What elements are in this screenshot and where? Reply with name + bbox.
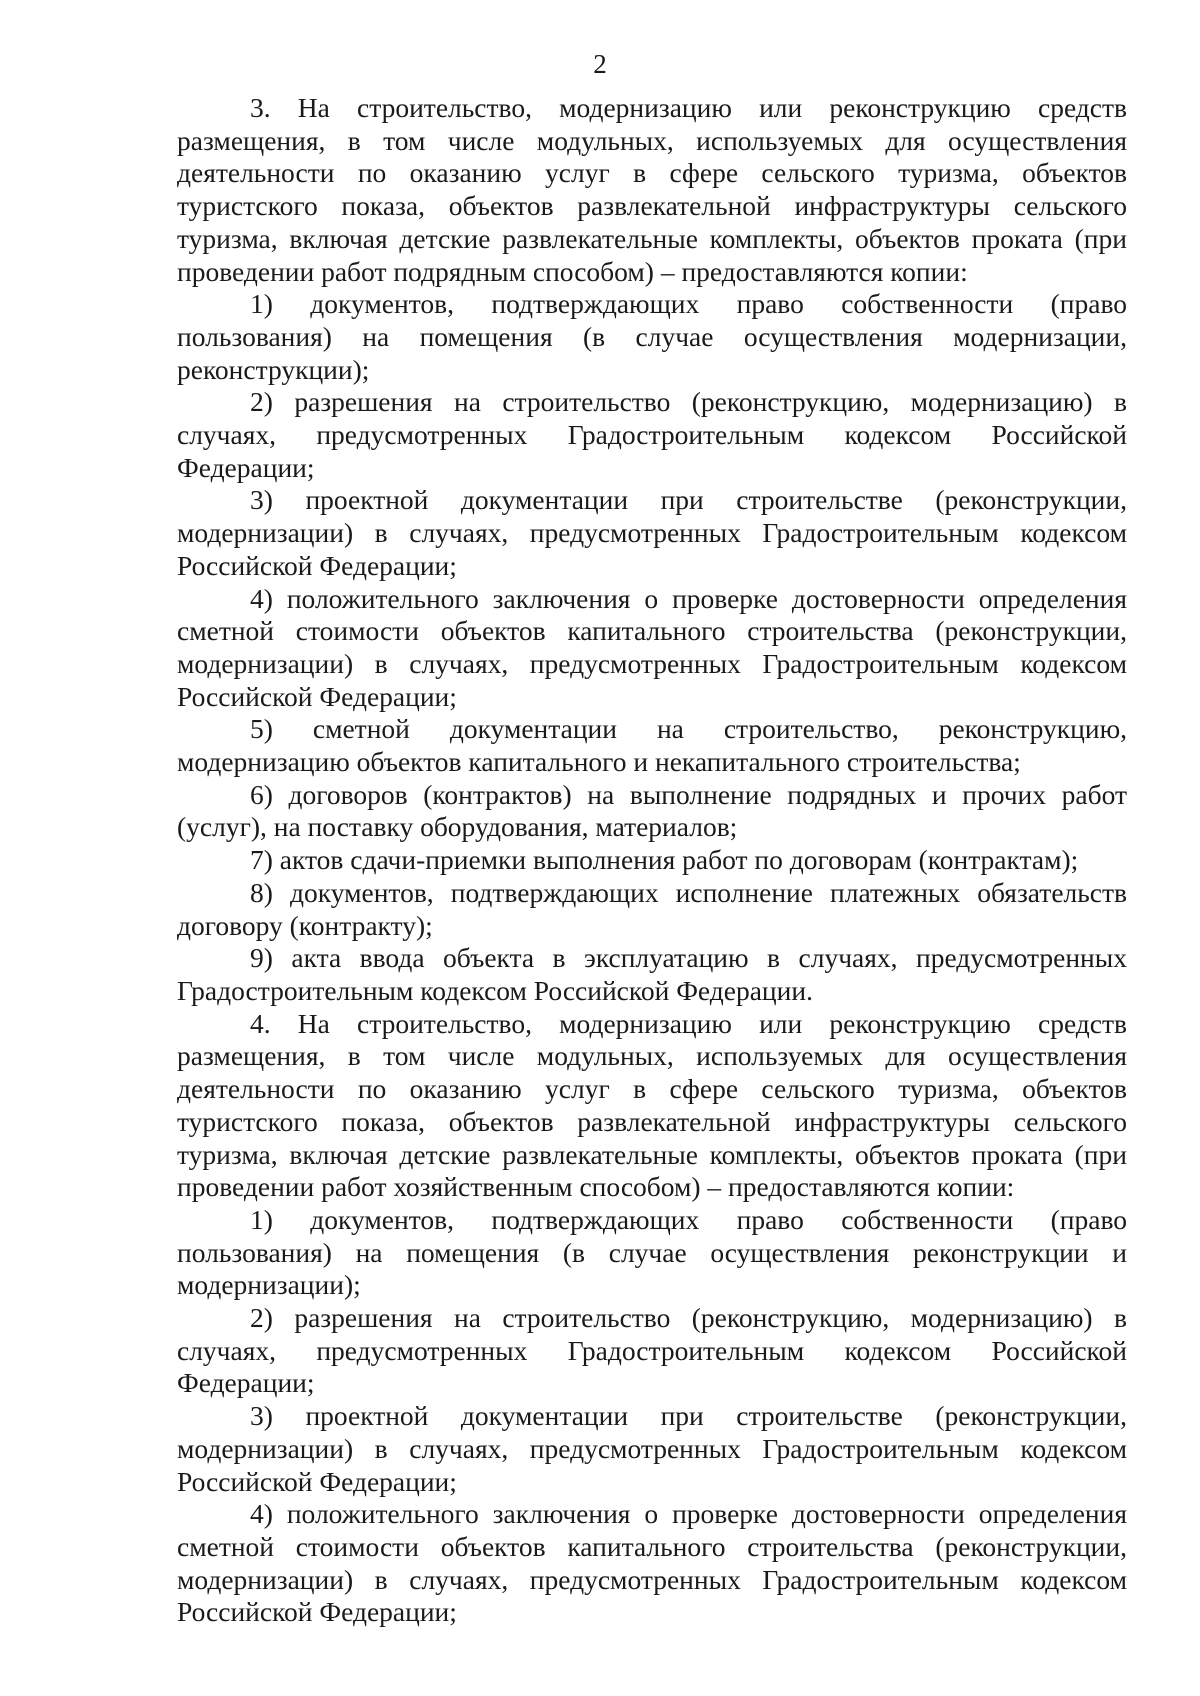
section-3-item-4: 4) положительного заключения о проверке достоверности определения сметной стоимости объектов капитального строительства (реконструкции, модернизации) в случаях, предусмотренных Градостроительным кодексом Российской Федерации; xyxy=(177,582,1127,712)
section-3-intro: 3. На строительство, модернизацию или реконструкцию средств размещения, в том числе модульных, используемых для осуществления деятельности по оказанию услуг в сфере сельского туризма, объектов туристского показа, объектов развлекательной инфраструктуры сельского туризма, включая детские развлекательные комплекты, объектов проката (при проведении работ подрядным способом) – предоставляются копии: xyxy=(177,92,1127,287)
section-4-intro: 4. На строительство, модернизацию или реконструкцию средств размещения, в том числе модульных, используемых для осуществления деятельности по оказанию услуг в сфере сельского туризма, объектов туристского показа, объектов развлекательной инфраструктуры сельского туризма, включая детские развлекательные комплекты, объектов проката (при проведении работ хозяйственным способом) – предоставляются копии: xyxy=(177,1007,1127,1203)
section-3-item-6: 6) договоров (контрактов) на выполнение подрядных и прочих работ (услуг), на поставку оборудования, материалов; xyxy=(177,778,1127,843)
section-3-item-2: 2) разрешения на строительство (реконструкцию, модернизацию) в случаях, предусмотренных Градостроительным кодексом Российской Федерации; xyxy=(177,386,1127,483)
section-4-item-3: 3) проектной документации при строительстве (реконструкции, модернизации) в случаях, предусмотренных Градостроительным кодексом Российской Федерации; xyxy=(177,1400,1127,1497)
document-body xyxy=(177,92,1127,1629)
section-4-item-2: 2) разрешения на строительство (реконструкцию, модернизацию) в случаях, предусмотренных Градостроительным кодексом Российской Федерации; xyxy=(177,1302,1127,1399)
section-3-item-1: 1) документов, подтверждающих право собственности (право пользования) на помещения (в случае осуществления модернизации, реконструкции); xyxy=(177,288,1127,385)
section-3-item-7: 7) актов сдачи-приемки выполнения работ по договорам (контрактам); xyxy=(250,844,1079,876)
section-3-item-5: 5) сметной документации на строительство, реконструкцию, модернизацию объектов капитального и некапитального строительства; xyxy=(177,713,1127,778)
page-number: 2 xyxy=(593,49,607,79)
section-4-item-1: 1) документов, подтверждающих право собственности (право пользования) на помещения (в случае осуществления реконструкции и модернизации); xyxy=(177,1203,1127,1301)
section-4-item-4: 4) положительного заключения о проверке достоверности определения сметной стоимости объектов капитального строительства (реконструкции, модернизации) в случаях, предусмотренных Градостроительным кодексом Российской Федерации; xyxy=(177,1498,1127,1628)
section-3-item-9: 9) акта ввода объекта в эксплуатацию в случаях, предусмотренных Градостроительным кодексом Российской Федерации. xyxy=(177,942,1127,1006)
section-3-item-3: 3) проектной документации при строительстве (реконструкции, модернизации) в случаях, предусмотренных Градостроительным кодексом Российской Федерации; xyxy=(177,484,1127,581)
section-3-item-8: 8) документов, подтверждающих исполнение платежных обязательств договору (контракту); xyxy=(177,876,1127,941)
